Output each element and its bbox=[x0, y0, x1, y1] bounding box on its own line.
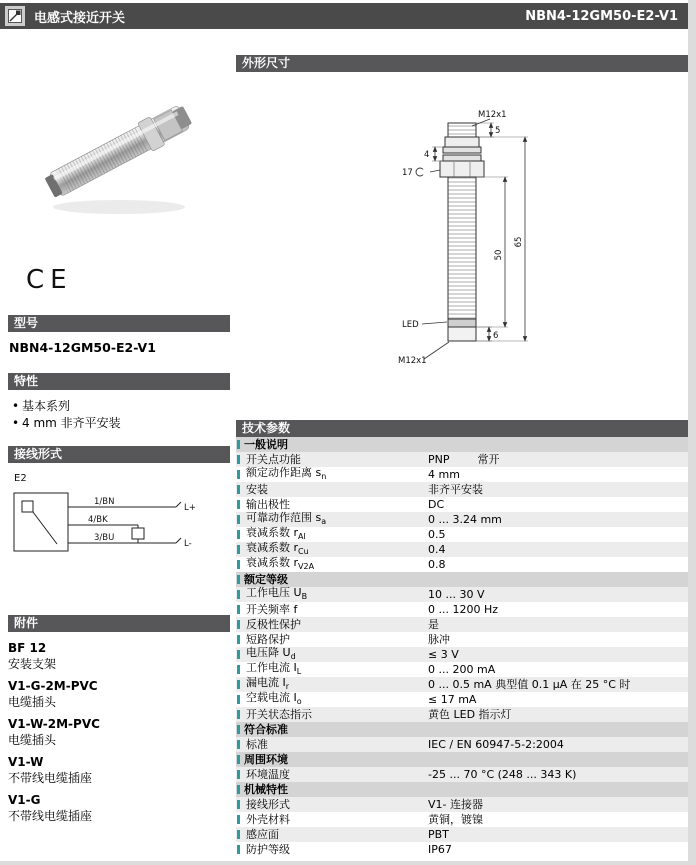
spec-row bbox=[236, 602, 688, 617]
wire-3-label: 3/BU bbox=[94, 533, 115, 543]
row-tick-icon bbox=[237, 680, 240, 689]
accessory-desc: 安装支架 bbox=[8, 657, 57, 671]
accessory-item bbox=[8, 716, 230, 748]
row-tick-icon bbox=[237, 440, 240, 449]
spec-label: 短路保护 bbox=[246, 633, 290, 646]
spec-label: 开关状态指示 bbox=[246, 708, 312, 721]
row-tick-icon bbox=[237, 725, 240, 734]
accessory-item bbox=[8, 792, 230, 824]
feature-item: • 基本系列 bbox=[10, 398, 230, 415]
features-list bbox=[10, 398, 230, 432]
row-tick-icon bbox=[237, 695, 240, 704]
led-label: LED bbox=[402, 320, 419, 330]
section-connection-header: 接线形式 bbox=[8, 446, 230, 463]
spec-section-row bbox=[236, 782, 688, 797]
row-tick-icon bbox=[237, 470, 240, 479]
wiring-wires bbox=[68, 502, 181, 543]
ce-mark: CE bbox=[26, 265, 73, 295]
spec-value: 0 ... 200 mA bbox=[428, 663, 496, 676]
left-column bbox=[8, 40, 230, 830]
spec-label: 额定动作距离 $s_n$ bbox=[246, 465, 327, 482]
spec-value: 黄铜，镀镍 bbox=[428, 813, 483, 826]
spec-value: IP67 bbox=[428, 843, 452, 856]
spec-section-row bbox=[236, 722, 688, 737]
spec-row bbox=[236, 842, 688, 857]
dim-65-label: 65 bbox=[514, 236, 524, 248]
wire-1-label: 1/BN bbox=[94, 497, 115, 507]
feature-item: • 4 mm 非齐平安装 bbox=[10, 415, 230, 432]
spec-row bbox=[236, 827, 688, 842]
section-technical-data-header: 技术参数 bbox=[236, 420, 688, 437]
row-tick-icon bbox=[237, 665, 240, 674]
spec-label: 衰减系数 $r_{Al}$ bbox=[246, 525, 306, 542]
spec-value: V1- 连接器 bbox=[428, 798, 483, 811]
spec-label: 漏电流 $I_r$ bbox=[246, 675, 290, 692]
spec-value: 0 ... 3.24 mm bbox=[428, 513, 502, 526]
spec-label: 标准 bbox=[246, 738, 268, 751]
spec-label: 衰减系数 $r_{V2A}$ bbox=[246, 555, 315, 572]
spec-label: 可靠动作范围 $s_a$ bbox=[246, 510, 327, 527]
spec-value: ≤ 3 V bbox=[428, 648, 459, 661]
accessory-name: BF 12 bbox=[8, 641, 47, 655]
accessories-list bbox=[8, 640, 230, 824]
sensor-outline bbox=[440, 123, 484, 341]
spec-row bbox=[236, 617, 688, 632]
spec-row bbox=[236, 737, 688, 752]
wiring-diagram-svg bbox=[10, 469, 216, 577]
thread-bottom-label: M12x1 bbox=[398, 356, 427, 366]
accessory-item bbox=[8, 640, 230, 672]
row-tick-icon bbox=[237, 770, 240, 779]
spec-row bbox=[236, 812, 688, 827]
spec-label: 电压降 $U_d$ bbox=[246, 645, 296, 662]
right-column bbox=[236, 55, 688, 857]
row-tick-icon bbox=[237, 815, 240, 824]
spec-section-title: 周围环境 bbox=[244, 753, 288, 766]
row-tick-icon bbox=[237, 740, 240, 749]
accessory-desc: 电缆插头 bbox=[8, 695, 57, 709]
spec-row bbox=[236, 482, 688, 497]
row-tick-icon bbox=[237, 575, 240, 584]
row-tick-icon bbox=[237, 605, 240, 614]
spec-value: 脉冲 bbox=[428, 633, 450, 646]
row-tick-icon bbox=[237, 530, 240, 539]
section-dimensions-header: 外形尺寸 bbox=[236, 55, 688, 72]
accessory-item bbox=[8, 754, 230, 786]
accessory-item bbox=[8, 678, 230, 710]
row-tick-icon bbox=[237, 455, 240, 464]
model-number: NBN4-12GM50-E2-V1 bbox=[9, 340, 156, 355]
spec-label: 接线形式 bbox=[246, 798, 290, 811]
spec-value-secondary: 常开 bbox=[477, 453, 500, 466]
spec-label: 衰减系数 $r_{Cu}$ bbox=[246, 540, 309, 557]
spec-row bbox=[236, 467, 688, 482]
spec-section-title: 符合标准 bbox=[244, 723, 288, 736]
dim-50-label: 50 bbox=[494, 249, 504, 261]
sensor-body bbox=[42, 101, 195, 202]
spec-section-title: 一般说明 bbox=[244, 438, 288, 451]
product-photo-svg bbox=[24, 65, 214, 230]
spec-label: 安装 bbox=[246, 483, 268, 496]
row-tick-icon bbox=[237, 485, 240, 494]
tech-table bbox=[236, 437, 688, 857]
spec-row bbox=[236, 797, 688, 812]
spec-section-title: 机械特性 bbox=[244, 783, 288, 796]
row-tick-icon bbox=[237, 785, 240, 794]
page-gutter-right bbox=[688, 0, 696, 865]
dim-4-label: 4 bbox=[424, 150, 430, 160]
spec-row bbox=[236, 587, 688, 602]
terminal-plus-label: L+ bbox=[184, 503, 196, 513]
spec-label: 防护等级 bbox=[246, 843, 290, 856]
accessory-desc: 电缆插头 bbox=[8, 733, 57, 747]
spec-value: 0 ... 0.5 mA 典型值 0.1 μA 在 25 °C 时 bbox=[428, 678, 631, 691]
spec-value: PNP bbox=[428, 453, 450, 466]
dim-17-label: 17 bbox=[402, 168, 413, 178]
section-accessories-header: 附件 bbox=[8, 615, 230, 632]
row-tick-icon bbox=[237, 830, 240, 839]
wire-4-label: 4/BK bbox=[88, 515, 108, 525]
spec-section-row bbox=[236, 437, 688, 452]
spec-label: 工作电流 $I_L$ bbox=[246, 660, 302, 677]
spec-value: 0.4 bbox=[428, 543, 446, 556]
row-tick-icon bbox=[237, 755, 240, 764]
spec-value: 0 ... 1200 Hz bbox=[428, 603, 499, 616]
page-title: 电感式接近开关 bbox=[34, 10, 126, 26]
accessory-desc: 不带线电缆插座 bbox=[8, 771, 93, 785]
accessory-name: V1-W-2M-PVC bbox=[8, 717, 100, 731]
spec-row bbox=[236, 557, 688, 572]
spec-label: 外壳材料 bbox=[246, 813, 290, 826]
dimension-drawing bbox=[236, 72, 688, 420]
thread-top-label: M12x1 bbox=[478, 110, 507, 120]
spec-row bbox=[236, 692, 688, 707]
row-tick-icon bbox=[237, 500, 240, 509]
accessory-name: V1-G bbox=[8, 793, 41, 807]
spec-label: 空载电流 $I_o$ bbox=[246, 690, 302, 707]
header-bar bbox=[0, 3, 688, 29]
spec-value: 10 ... 30 V bbox=[428, 588, 485, 601]
dim-6-label: 6 bbox=[493, 331, 499, 341]
spec-value: IEC / EN 60947-5-2:2004 bbox=[428, 738, 564, 751]
spec-value: ≤ 17 mA bbox=[428, 693, 477, 706]
spec-label: 工作电压 $U_B$ bbox=[246, 585, 308, 602]
spec-section-title: 额定等级 bbox=[244, 573, 288, 586]
spec-value: DC bbox=[428, 498, 445, 511]
row-tick-icon bbox=[237, 800, 240, 809]
dimension-drawing-svg bbox=[342, 101, 582, 391]
photo-shadow bbox=[53, 200, 185, 214]
spec-label: 感应面 bbox=[246, 828, 279, 841]
row-tick-icon bbox=[237, 590, 240, 599]
spec-value: 黄色 LED 指示灯 bbox=[428, 708, 512, 721]
spec-label: 环境温度 bbox=[246, 768, 290, 781]
row-tick-icon bbox=[237, 515, 240, 524]
product-photo bbox=[8, 40, 230, 255]
spec-value: PBT bbox=[428, 828, 449, 841]
row-tick-icon bbox=[237, 635, 240, 644]
spec-label: 开关点功能 bbox=[246, 453, 301, 466]
spec-row bbox=[236, 707, 688, 722]
row-tick-icon bbox=[237, 545, 240, 554]
accessory-desc: 不带线电缆插座 bbox=[8, 809, 93, 823]
row-tick-icon bbox=[237, 620, 240, 629]
proximity-sensor-icon bbox=[5, 6, 25, 26]
spec-value: 是 bbox=[428, 618, 439, 631]
spec-value: -25 ... 70 °C (248 ... 343 K) bbox=[428, 768, 577, 781]
row-tick-icon bbox=[237, 710, 240, 719]
dim-5-label: 5 bbox=[495, 126, 501, 136]
section-features-header: 特性 bbox=[8, 373, 230, 390]
row-tick-icon bbox=[237, 560, 240, 569]
spec-section-row bbox=[236, 752, 688, 767]
row-tick-icon bbox=[237, 845, 240, 854]
spec-label: 输出极性 bbox=[246, 498, 290, 511]
row-tick-icon bbox=[237, 650, 240, 659]
spec-value: 4 mm bbox=[428, 468, 460, 481]
section-model-header: 型号 bbox=[8, 315, 230, 332]
wiring-diagram bbox=[10, 469, 230, 581]
spec-value: 非齐平安装 bbox=[428, 483, 483, 496]
spec-label: 反极性保护 bbox=[246, 618, 301, 631]
load-symbol bbox=[132, 528, 144, 539]
spec-value: 0.5 bbox=[428, 528, 446, 541]
terminal-minus-label: L- bbox=[184, 539, 192, 549]
spec-label: 开关频率 f bbox=[246, 603, 298, 616]
wrench-symbol bbox=[416, 168, 427, 176]
accessory-name: V1-W bbox=[8, 755, 44, 769]
spec-value: 0.8 bbox=[428, 558, 446, 571]
spec-row bbox=[236, 767, 688, 782]
wiring-diagram-label: E2 bbox=[14, 473, 27, 484]
part-number: NBN4-12GM50-E2-V1 bbox=[525, 8, 678, 24]
page-gutter-bottom bbox=[0, 861, 696, 865]
accessory-name: V1-G-2M-PVC bbox=[8, 679, 98, 693]
